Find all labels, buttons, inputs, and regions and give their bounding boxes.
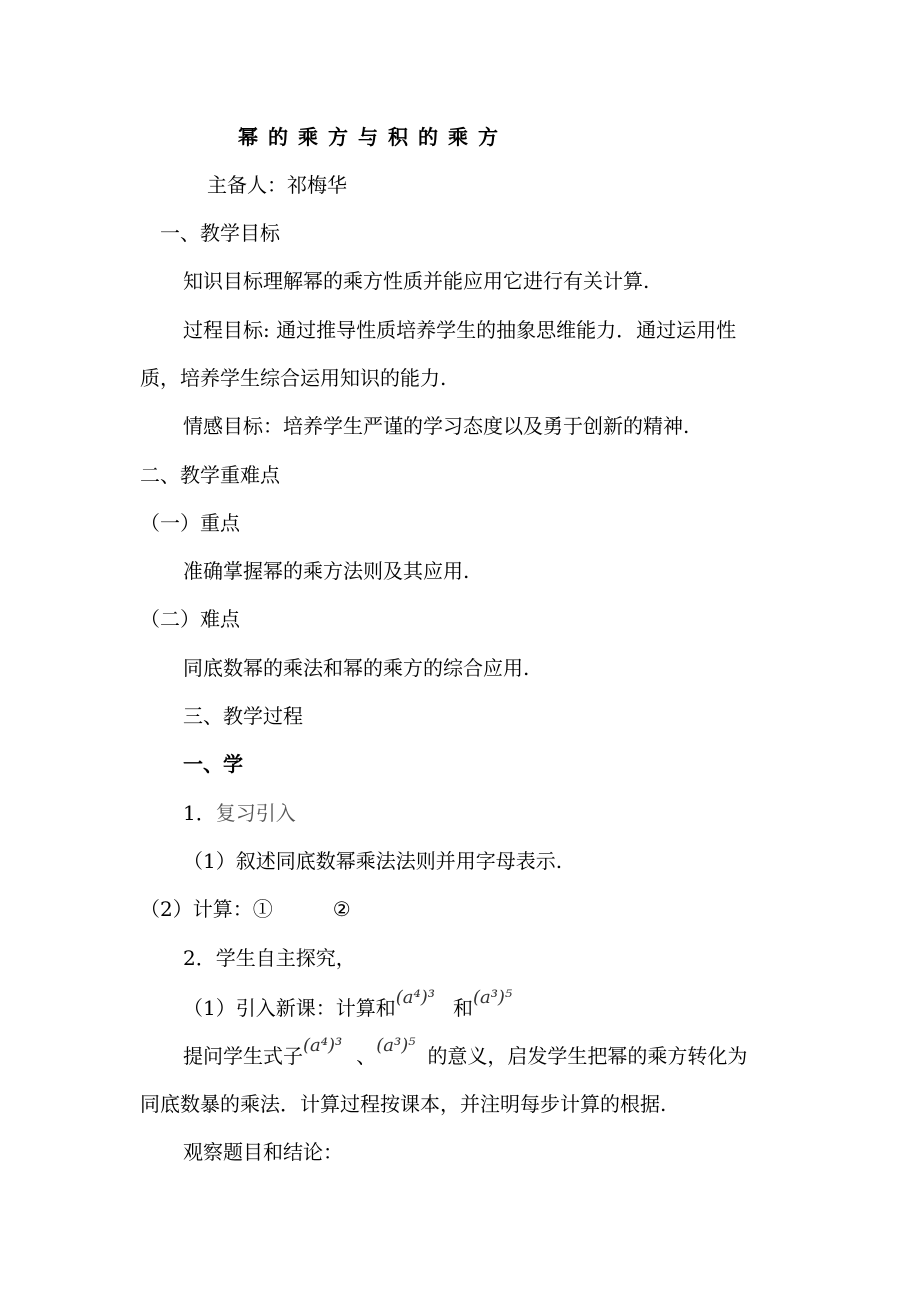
question-prefix: 提问学生式子 bbox=[183, 1044, 303, 1068]
math-expression-a3-fifth-2: (a³)⁵ bbox=[376, 1035, 416, 1056]
review-question-1: （1）叙述同底数幂乘法法则并用字母表示. bbox=[183, 849, 563, 873]
item-review bbox=[183, 800, 296, 826]
section-heading-keypoints: 二、教学重难点 bbox=[140, 463, 280, 487]
subheading-difficulty: （二）难点 bbox=[140, 607, 240, 631]
question-line bbox=[183, 1035, 748, 1071]
author-line: 主备人：祁梅华 bbox=[207, 173, 347, 197]
subheading-key: （一）重点 bbox=[140, 511, 240, 535]
review-question-2 bbox=[140, 896, 351, 922]
review-question-2-text: （2）计算：① bbox=[140, 897, 273, 921]
subheading-learn: 一、学 bbox=[183, 752, 243, 776]
question-suffix: 的意义，启发学生把幂的乘方转化为 bbox=[427, 1044, 748, 1068]
item-review-number: 1． bbox=[183, 801, 216, 825]
intro-text: （1）引入新课：计算和 bbox=[183, 996, 396, 1020]
paragraph-key: 准确掌握幂的乘方法则及其应用. bbox=[183, 559, 470, 583]
paragraph-process-goal-cont: 质，培养学生综合运用知识的能力. bbox=[140, 366, 447, 390]
math-expression-a4-cubed: (a⁴)³ bbox=[395, 987, 435, 1008]
item-explore: 2．学生自主探究， bbox=[183, 946, 356, 970]
question-line-cont: 同底数暴的乘法．计算过程按课本，并注明每步计算的根据. bbox=[140, 1092, 667, 1116]
section-heading-goals: 一、教学目标 bbox=[160, 221, 280, 245]
observe-line: 观察题目和结论： bbox=[183, 1140, 343, 1164]
math-expression-a3-fifth: (a³)⁵ bbox=[472, 987, 513, 1008]
paragraph-difficulty: 同底数幂的乘法和幂的乘方的综合应用. bbox=[183, 656, 530, 680]
math-expression-a4-cubed-2: (a⁴)³ bbox=[303, 1035, 343, 1056]
section-heading-process: 三、教学过程 bbox=[183, 704, 303, 728]
review-question-2-circled: ② bbox=[332, 897, 351, 921]
intro-line bbox=[183, 987, 513, 1023]
intro-and: 和 bbox=[452, 996, 473, 1020]
paragraph-emotion-goal: 情感目标：培养学生严谨的学习态度以及勇于创新的精神. bbox=[183, 414, 690, 438]
paragraph-knowledge-goal: 知识目标理解幂的乘方性质并能应用它进行有关计算. bbox=[183, 269, 650, 293]
item-review-text: 复习引入 bbox=[215, 801, 296, 825]
page-title: 幂的乘方与积的乘方 bbox=[238, 125, 508, 149]
paragraph-process-goal: 过程目标: 通过推导性质培养学生的抽象思维能力．通过运用性 bbox=[183, 318, 737, 342]
question-separator: 、 bbox=[356, 1044, 377, 1068]
